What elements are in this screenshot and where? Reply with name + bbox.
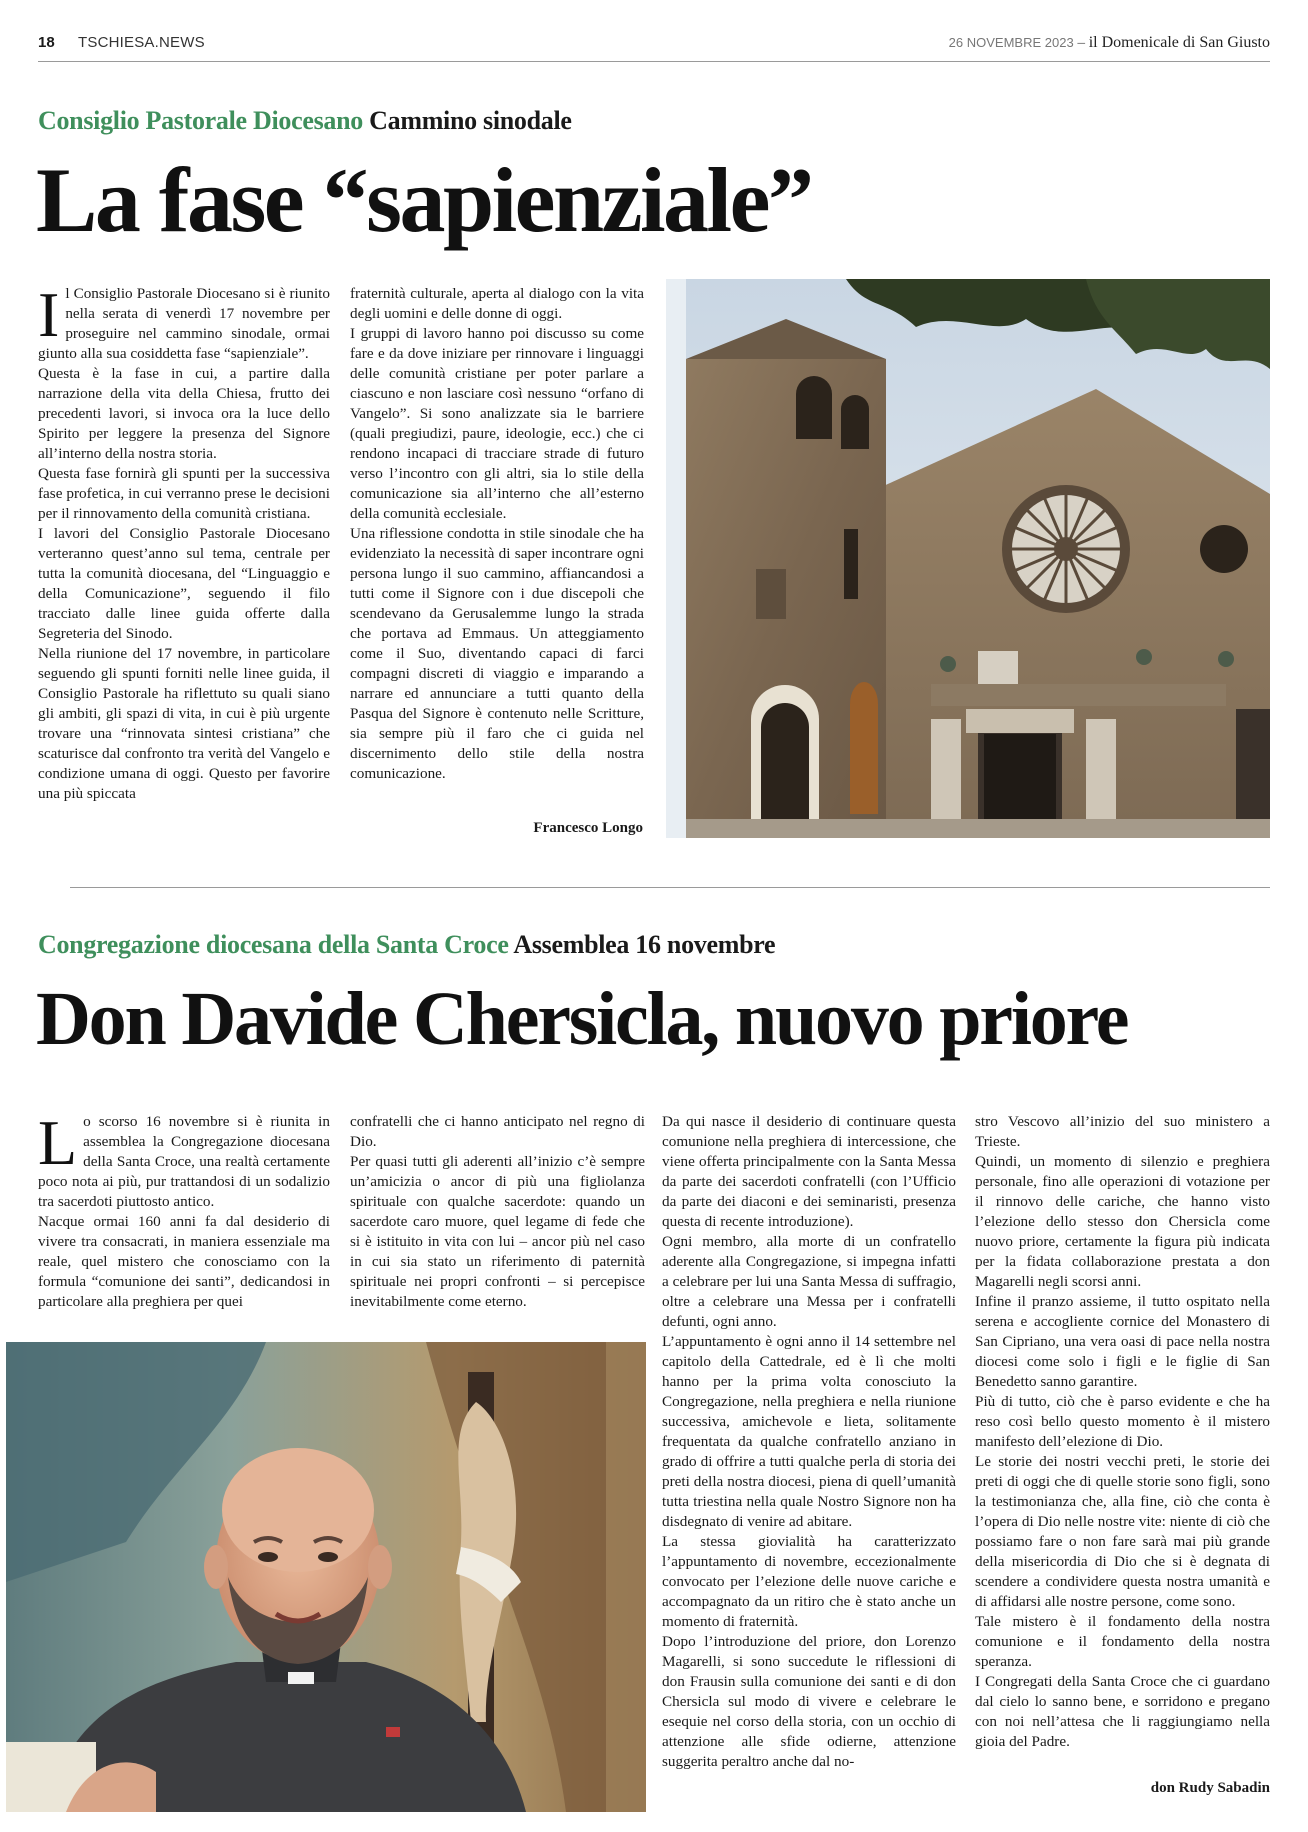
- issue-info: [949, 34, 1270, 52]
- article1-column-1: [38, 279, 330, 804]
- article1-section: Consiglio Pastorale Diocesano: [38, 106, 363, 135]
- article2-column-1: [38, 1107, 330, 1312]
- article2-dropcap: L: [38, 1107, 78, 1178]
- section-divider: [70, 887, 1270, 888]
- article1-paragraph: Questa è la fase in cui, a partire dalla narrazione della vita della Chiesa, frutto dei precedenti lavori, si invoca ora la luce dello Spirito per leggere la presenza del Signore all’interno della nostra storia.: [38, 365, 330, 462]
- article2-paragraph: Ogni membro, alla morte di un confratello aderente alla Congregazione, si impegna infatti a celebrare per lui una Santa Messa di suffragio, oltre a celebrare una Messa per i confratelli defunti, ogni anno.: [662, 1233, 956, 1330]
- article2-paragraph: Nacque ormai 160 anni fa dal desiderio di vivere tra consacrati, in maniera essenziale ma reale, quel mistero che conosciamo con la formula “comunione dei santi”, dedicandosi in particolare alla preghiera per quei: [38, 1213, 330, 1310]
- article2-column-2: [350, 1112, 645, 1312]
- article2-paragraph: Dopo l’introduzione del priore, don Lorenzo Magarelli, si sono succedute le riflessioni di don Frausin sulla comunione dei santi e di don Chersicla sul modo di vivere e celebrare le esequie nel corso della storia, con un occhio di attenzione alle sfide odierne, attenzione suggerita peraltro anche dal no-: [662, 1633, 956, 1770]
- article1-kicker: [38, 106, 572, 136]
- article2-author: don Rudy Sabadin: [1150, 1780, 1270, 1796]
- article2-paragraph: Le storie dei nostri vecchi preti, le storie dei preti di oggi che di quelle storie sono figli, sono la testimonianza che, alla fine, ciò che conta è l’opera di Dio nelle nostre vite: niente di ciò che possiamo fare o non fare sarà mai più grande della misericordia di Dio che si è degnata di scendere a condividere questa nostra umanità e di affidarsi alle nostre persone, come sono.: [975, 1453, 1270, 1610]
- article2-paragraph: Per quasi tutti gli aderenti all’inizio c’è sempre un’amicizia o ancor di più una figliolanza spirituale con qualche sacerdote: quando un sacerdote caro muore, quel legame di fede che si è istituito in vita con lui – ancor più nel caso in cui sia stato un riferimento di paternità spirituale nei propri confronti – si percepisce inevitabilmente come eterno.: [350, 1153, 645, 1310]
- site-name[interactable]: TSCHIESA.NEWS: [78, 34, 205, 51]
- newspaper-name: il Domenicale di San Giusto: [1088, 34, 1270, 51]
- article1-author: Francesco Longo: [533, 820, 643, 836]
- cathedral-photo: [666, 279, 1270, 838]
- article2-headline: Don Davide Chersicla, nuovo priore: [36, 977, 1128, 1061]
- article1-paragraph: I lavori del Consiglio Pastorale Diocesano verteranno quest’anno sul tema, centrale per tutta la comunità diocesana, del “Linguaggio e della Comunicazione”, seguendo il filo tracciato dalle linee guida offerte dalla Segreteria del Sinodo.: [38, 525, 330, 642]
- priest-photo: [6, 1342, 646, 1812]
- article1-topic: Cammino sinodale: [369, 106, 572, 135]
- article2-paragraph: La stessa giovialità ha caratterizzato l’appuntamento di novembre, eccezionalmente convocato per l’elezione delle nuove cariche e accompagnato da un ritiro che è stato anche un momento di fraternità.: [662, 1533, 956, 1630]
- article2-paragraph: Infine il pranzo assieme, il tutto ospitato nella serena e accogliente cornice del Monastero di San Cipriano, una vera oasi di pace nella nostra diocesi come solo i figli e le figlie di San Benedetto sanno garantire.: [975, 1293, 1270, 1390]
- article1-paragraph: Una riflessione condotta in stile sinodale che ha evidenziato la necessità di saper incontrare ogni persona lungo il suo cammino, affiancandosi a tutti come il Signore con i due discepoli che scendevano da Gerusalemme lungo la strada che portava ad Emmaus. Un atteggiamento come il Suo, diventando capaci di farci compagni discreti di viaggio e imparando a narrare ed annunciare a tutti quanto della Pasqua del Signore è contenuto nelle Scritture, sia sempre più il faro che ci guida nel discernimento dello stile della nostra comunicazione.: [350, 525, 644, 782]
- article2-kicker: [38, 930, 775, 960]
- article1-paragraph: I gruppi di lavoro hanno poi discusso su come fare e da dove iniziare per rinnovare i linguaggi delle comunità cristiane per poter parlare a ciascuno e non lasciare così nessuno “orfano di Vangelo”. Si sono analizzate sia le barriere (quali pregiudizi, paure, ideologie, ecc.) che ci rendono incapaci di tracciare strade di futuro verso l’incontro con gli altri, sia lo stile della comunicazione sia all’interno che all’esterno della comunità ecclesiale.: [350, 325, 644, 522]
- article1-paragraph: l Consiglio Pastorale Diocesano si è riunito nella serata di venerdì 17 novembre per proseguire nel cammino sinodale, ormai giunto alla sua cosiddetta fase “sapienziale”.: [38, 285, 330, 362]
- article1-dropcap: I: [38, 279, 60, 350]
- article2-paragraph: Quindi, un momento di silenzio e preghiera personale, fino alle operazioni di votazione per il rinnovo delle cariche, che hanno visto l’elezione dello stesso don Chersicla come nuovo priore, certamente la figura più indicata per la fidata collaborazione prestata a don Magarelli negli scorsi anni.: [975, 1153, 1270, 1290]
- article2-paragraph: Da qui nasce il desiderio di continuare questa comunione nella preghiera di intercessione, che viene offerta principalmente con la Santa Messa da parte dei sacerdoti confratelli (con l’Ufficio da parte dei diaconi e dei seminaristi, presenza questa di recente introduzione).: [662, 1113, 956, 1230]
- article1-paragraph: Questa fase fornirà gli spunti per la successiva fase profetica, in cui verranno prese le decisioni per il rinnovamento della comunità cristiana.: [38, 465, 330, 522]
- article1-paragraph: fraternità culturale, aperta al dialogo con la vita degli uomini e delle donne di oggi.: [350, 285, 644, 322]
- article1-headline: La fase “sapienziale”: [36, 149, 812, 251]
- issue-dash: –: [1077, 35, 1085, 51]
- article2-paragraph: stro Vescovo all’inizio del suo ministero a Trieste.: [975, 1113, 1270, 1150]
- article2-topic: Assemblea 16 novembre: [513, 930, 776, 959]
- article2-column-3: [662, 1112, 956, 1772]
- article2-paragraph: o scorso 16 novembre si è riunita in assemblea la Congregazione diocesana della Santa Croce, una realtà certamente poco nota ai più, pur trattandosi di un sodalizio tra sacerdoti piuttosto antico.: [38, 1113, 330, 1210]
- article2-paragraph: Tale mistero è il fondamento della nostra comunione e il fondamento della nostra speranza.: [975, 1613, 1270, 1670]
- page-number: 18: [38, 34, 55, 51]
- page-header: [38, 32, 1270, 62]
- article2-section: Congregazione diocesana della Santa Croce: [38, 930, 509, 959]
- issue-date: 26 NOVEMBRE 2023: [948, 35, 1074, 50]
- article2-column-4: [975, 1112, 1270, 1752]
- article2-paragraph: L’appuntamento è ogni anno il 14 settembre nel capitolo della Cattedrale, ed è lì che molti hanno per la prima volta conosciuto la Congregazione, nella preghiera e nella riunione successiva, amichevole e lieta, solitamente frequentata da qualche confratello anziano in grado di offrire a tutti qualche perla di storia dei preti della nostra diocesi, piena di quell’umanità tutta triestina nella quale Nostro Signore non ha disdegnato di venire ad abitare.: [662, 1333, 956, 1530]
- article2-paragraph: I Congregati della Santa Croce che ci guardano dal cielo lo sanno bene, e sorridono e pregano con noi nell’attesa che li raggiungiamo nella gioia del Padre.: [975, 1673, 1270, 1750]
- article1-paragraph: Nella riunione del 17 novembre, in particolare seguendo gli spunti forniti nelle linee guida, il Consiglio Pastorale ha riflettuto su quali siano gli ambiti, gli spazi di vita, in cui è più urgente trovare una “rinnovata sintesi cristiana” che scaturisce dal confronto tra verità del Vangelo e condizione umana di oggi. Questo per favorire una più spiccata: [38, 645, 330, 802]
- article2-paragraph: Più di tutto, ciò che è parso evidente e che ha reso così bello questo momento è il mistero manifesto dell’elezione di Dio.: [975, 1393, 1270, 1450]
- article2-paragraph: confratelli che ci hanno anticipato nel regno di Dio.: [350, 1113, 645, 1150]
- article1-column-2: [350, 284, 644, 784]
